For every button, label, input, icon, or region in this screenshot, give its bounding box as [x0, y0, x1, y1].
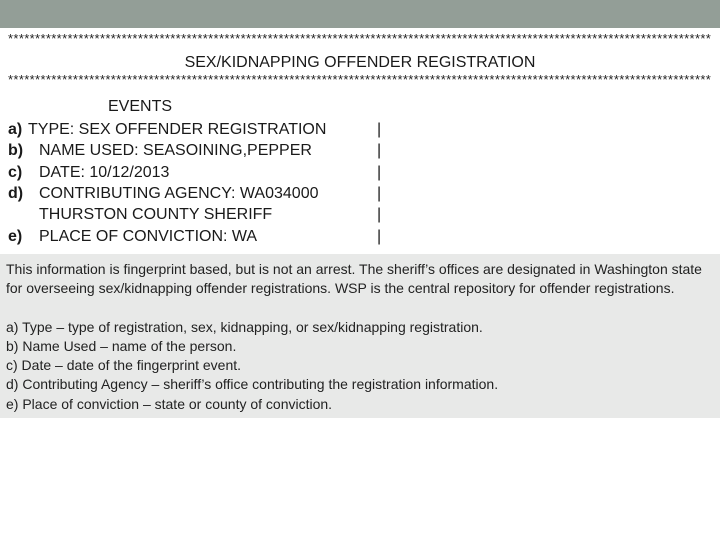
- separator-bar: |: [377, 228, 382, 245]
- event-letter: a): [8, 121, 23, 138]
- explanation-panel: [0, 254, 720, 418]
- star-divider-top: **********************************************************************************************************************************: [8, 32, 712, 46]
- events-heading: EVENTS: [108, 98, 173, 115]
- event-row-conviction: [0, 226, 720, 247]
- event-letter: e): [8, 228, 23, 245]
- event-row-type: [0, 119, 720, 140]
- event-letter: b): [8, 142, 24, 159]
- event-text: DATE: 10/12/2013: [39, 164, 170, 181]
- event-letter: d): [8, 185, 24, 202]
- separator-bar: |: [377, 121, 382, 138]
- event-row-name: [0, 140, 720, 161]
- event-row-agency-name: [0, 204, 720, 225]
- separator-bar: |: [377, 206, 382, 223]
- event-row-date: [0, 162, 720, 183]
- definition-conviction: e) Place of conviction – state or county of conviction.: [6, 396, 333, 412]
- separator-bar: |: [377, 185, 382, 202]
- event-text: NAME USED: SEASOINING,PEPPER: [39, 142, 312, 159]
- top-band: [0, 0, 720, 28]
- event-text: PLACE OF CONVICTION: WA: [39, 228, 258, 245]
- event-text: TYPE: SEX OFFENDER REGISTRATION: [28, 121, 327, 138]
- star-divider-bottom: **********************************************************************************************************************************: [8, 73, 712, 87]
- definition-type: a) Type – type of registration, sex, kidnapping, or sex/kidnapping registration.: [6, 319, 483, 335]
- event-text: CONTRIBUTING AGENCY: WA034000: [39, 185, 319, 202]
- separator-bar: |: [377, 142, 382, 159]
- separator-bar: |: [377, 164, 382, 181]
- explanation-intro: This information is fingerprint based, but is not an arrest. The sheriff’s offices are designated in Washington state for overseeing sex/kidnapping offender registrations. WSP is the central repository for offender registrations.: [6, 261, 702, 297]
- event-letter: c): [8, 164, 23, 181]
- page-title: SEX/KIDNAPPING OFFENDER REGISTRATION: [184, 54, 536, 71]
- definition-date: c) Date – date of the fingerprint event.: [6, 357, 242, 373]
- event-row-agency: [0, 183, 720, 204]
- definition-agency: d) Contributing Agency – sheriff’s office contributing the registration information.: [6, 376, 499, 392]
- definition-name: b) Name Used – name of the person.: [6, 338, 237, 354]
- event-text: THURSTON COUNTY SHERIFF: [39, 206, 273, 223]
